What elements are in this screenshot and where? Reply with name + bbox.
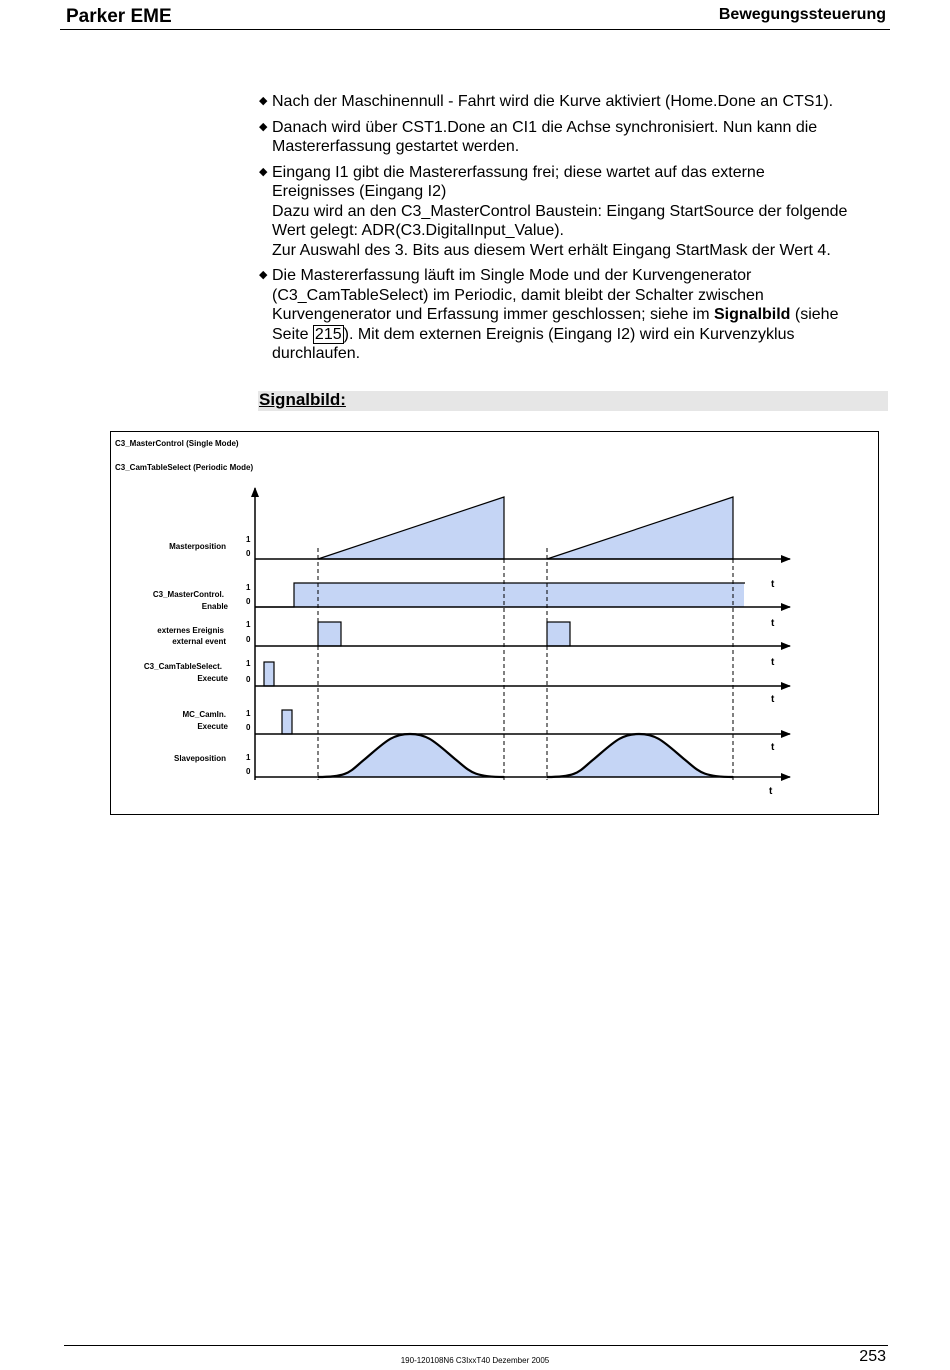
footer-rule bbox=[64, 1345, 888, 1346]
level-low: 0 bbox=[246, 597, 251, 606]
camin-execute-pulse bbox=[282, 710, 292, 734]
bullet-line: (C3_CamTableSelect) im Periodic, damit bleibt der Schalter zwischen bbox=[272, 286, 764, 304]
signal-label-camin-execute: MC_CamIn. bbox=[182, 710, 226, 719]
bullet-line: Danach wird über CST1.Done an CI1 die Achse synchronisiert. Nun kann die bbox=[272, 118, 818, 136]
bullet-line: Ereignisses (Eingang I2) bbox=[272, 183, 447, 200]
bullet-line: durchlaufen. bbox=[272, 345, 361, 362]
external-event-pulse-2 bbox=[547, 622, 570, 646]
level-low: 0 bbox=[246, 549, 251, 558]
signal-heading: Signalbild: bbox=[259, 390, 346, 409]
diamond-bullet-icon: ◆ bbox=[259, 269, 268, 281]
bullet-line: Zur Auswahl des 3. Bits aus diesem Wert erhält Eingang StartMask der Wert 4. bbox=[272, 241, 831, 259]
level-low: 0 bbox=[246, 635, 251, 644]
page-number: 253 bbox=[859, 1348, 886, 1365]
diamond-bullet-icon: ◆ bbox=[259, 95, 268, 107]
bullet-item bbox=[258, 266, 890, 364]
bullet-line bbox=[272, 305, 890, 325]
time-label: t bbox=[771, 694, 775, 705]
bullet-list bbox=[258, 92, 890, 370]
bullet-line: Mastererfassung gestartet werden. bbox=[272, 138, 520, 155]
level-high: 1 bbox=[246, 709, 251, 718]
text-span: Seite bbox=[272, 325, 313, 343]
time-label: t bbox=[771, 618, 775, 629]
signal-label-camtableselect-execute: C3_CamTableSelect. bbox=[143, 662, 222, 671]
signal-label-enable: C3_MasterControl. bbox=[152, 590, 224, 599]
level-high: 1 bbox=[246, 620, 251, 629]
level-high: 1 bbox=[246, 583, 251, 592]
level-low: 0 bbox=[246, 723, 251, 732]
level-high: 1 bbox=[246, 659, 251, 668]
page-reference-link[interactable]: 215 bbox=[314, 325, 342, 343]
bullet-line bbox=[272, 325, 890, 345]
signal-label-enable: Enable bbox=[201, 602, 228, 611]
masterposition-ramp-1 bbox=[318, 497, 504, 559]
header-company: Parker EME bbox=[66, 6, 172, 27]
footer-document-id: 190-120108N6 C3IxxT40 Dezember 2005 bbox=[400, 1356, 550, 1365]
signal-timing-diagram bbox=[110, 431, 879, 815]
diagram-caption-camtableselect: C3_CamTableSelect (Periodic Mode) bbox=[115, 463, 254, 472]
signal-label-masterposition: Masterposition bbox=[169, 542, 226, 551]
header-rule bbox=[60, 29, 890, 30]
enable-high-region bbox=[294, 583, 744, 607]
bullet-item bbox=[258, 118, 890, 157]
header-section: Bewegungssteuerung bbox=[718, 6, 886, 23]
signal-heading-bar bbox=[258, 391, 888, 411]
slaveposition-curve-1 bbox=[318, 734, 504, 777]
text-span: Kurvengenerator und Erfassung immer geschlossen; siehe im bbox=[272, 306, 714, 323]
time-label: t bbox=[771, 742, 775, 753]
slaveposition-curve-2 bbox=[547, 734, 733, 777]
bullet-line: Wert gelegt: ADR(C3.DigitalInput_Value). bbox=[272, 222, 564, 239]
signal-label-external-event: external event bbox=[172, 637, 226, 646]
bullet-line: Dazu wird an den C3_MasterControl Baustein: Eingang StartSource der folgende bbox=[272, 202, 848, 220]
text-span: (siehe bbox=[790, 306, 839, 323]
time-label: t bbox=[771, 657, 775, 668]
signalbild-emphasis: Signalbild bbox=[714, 306, 791, 323]
text-span: ). Mit dem externen Ereignis (Eingang I2) wird ein Kurvenzyklus bbox=[343, 325, 795, 343]
bullet-line: Nach der Maschinennull - Fahrt wird die Kurve aktiviert (Home.Done an CTS1). bbox=[272, 93, 834, 110]
bullet-item bbox=[258, 163, 890, 261]
camtableselect-execute-pulse bbox=[264, 662, 274, 686]
signal-label-camtableselect-execute: Execute bbox=[197, 674, 228, 683]
level-low: 0 bbox=[246, 675, 251, 684]
diamond-bullet-icon: ◆ bbox=[259, 120, 268, 133]
bullet-line: Die Mastererfassung läuft im Single Mode und der Kurvengenerator bbox=[272, 267, 752, 284]
signal-label-slaveposition: Slaveposition bbox=[173, 754, 226, 763]
signal-label-camin-execute: Execute bbox=[197, 722, 228, 731]
external-event-pulse-1 bbox=[318, 622, 341, 646]
signal-label-external-event: externes Ereignis bbox=[157, 626, 224, 635]
bullet-item bbox=[258, 92, 890, 112]
level-high: 1 bbox=[246, 535, 251, 544]
time-label: t bbox=[771, 579, 775, 590]
bullet-line: Eingang I1 gibt die Mastererfassung frei; diese wartet auf das externe bbox=[272, 163, 765, 181]
diamond-bullet-icon: ◆ bbox=[259, 165, 268, 178]
diagram-caption-mastercontrol: C3_MasterControl (Single Mode) bbox=[115, 439, 239, 448]
level-high: 1 bbox=[246, 753, 251, 762]
time-label: t bbox=[769, 786, 773, 797]
level-low: 0 bbox=[246, 767, 251, 776]
masterposition-ramp-2 bbox=[547, 497, 733, 559]
